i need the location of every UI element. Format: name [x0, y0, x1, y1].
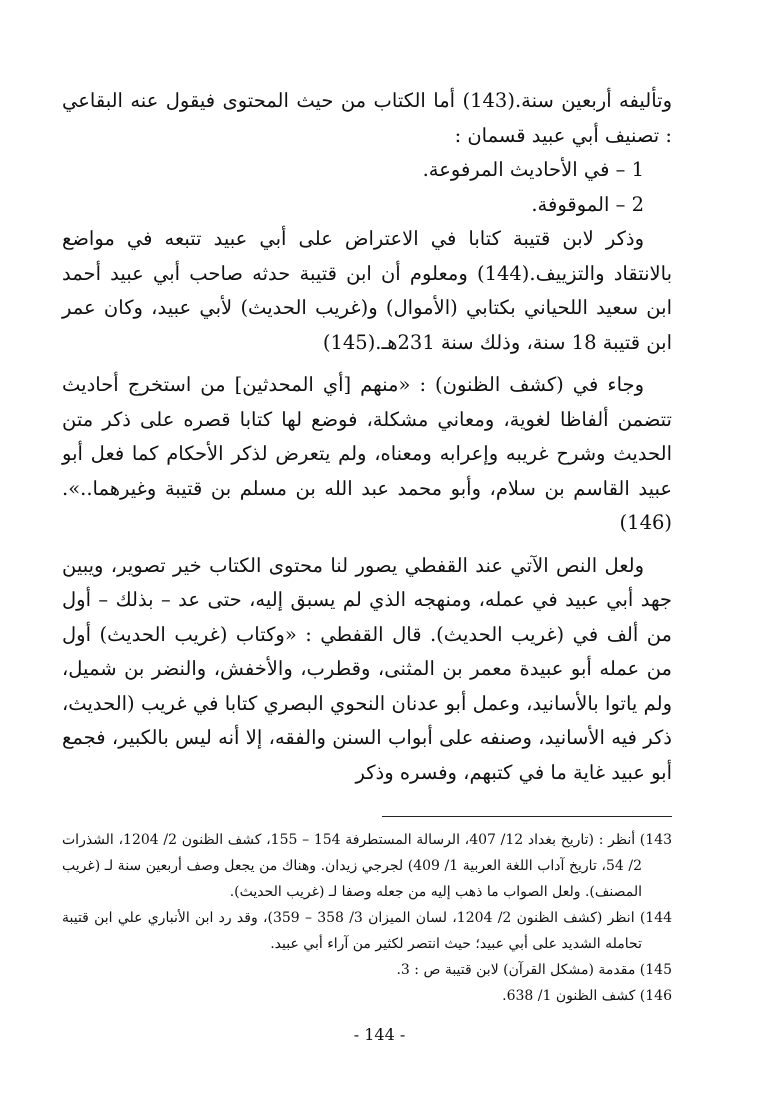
paragraph-2: وذكر لابن قتيبة كتابا في الاعتراض على أبي عبيد تتبعه في مواضع بالانتقاد والتزييف.(144) ومعلوم أن ابن قتيبة حدثه صاحب أبي عبيد أحمد ابن سعيد اللحياني بكتابي (الأموال) و(غريب الحديث) لأبي عبيد، وكان عمر ابن قتيبة 18 سنة، وذلك سنة 231هـ.(145) — [62, 227, 672, 354]
paragraph-3: وجاء في (كشف الظنون) : «منهم [أي المحدثين] من استخرج أحاديث تتضمن ألفاظا لغوية، ومعاني مشكلة، فوضع لها كتابا قصره على ذكر متن الحديث وشرح غريبه وإعرابه ومعناه، ولم يتعرض لذكر الأحكام كما فعل أبو عبيد القاسم بن سلام، وأبو محمد عبد الله بن مسلم بن قتيبة وغيرهما..».(146) — [62, 373, 672, 534]
footnote-143: 143) أنظر : (تاريخ بغداد 12/ 407، الرسالة المستطرفة 154 – 155، كشف الظنون 2/ 1204، الشذرات 2/ 54، تاريخ آداب اللغة العربية 1/ 409) لجرجي زيدان. وهناك من يجعل وصف أربعين سنة لـ (غريب المصنف). ولعل الصواب ما ذهب إليه من جعله وصفا لـ (غريب الحديث). — [62, 832, 673, 900]
footnotes — [62, 827, 672, 1009]
footnote-divider — [382, 816, 672, 817]
list-item-1: 1 – في الأحاديث المرفوعة. — [422, 158, 644, 181]
paragraph-4: ولعل النص الآتي عند القفطي يصور لنا محتوى الكتاب خير تصوير، ويبين جهد أبي عبيد في عمله، ومنهجه الذي لم يسبق إليه، حتى عد – بذلك – أول من ألف في (غريب الحديث). قال القفطي : «وكتاب (غريب الحديث) أول من عمله أبو عبيدة معمر بن المثنى، وقطرب، والأخفش، والنضر بن شميل، ولم ياتوا بالأسانيد، وعمل أبو عدنان النحوي البصري كتابا في غريب (الحديث، ذكر فيه الأسانيد، وصنفه على أبواب السنن والفقه، إلا أنه ليس بالكبير، فجمع أبو عبيد غاية ما في كتبهم، وفسره وذكر — [62, 553, 672, 784]
list-item-2: 2 – الموقوفة. — [531, 192, 644, 216]
footnote-144: 144) انظر (كشف الظنون 2/ 1204، لسان الميزان 3/ 358 – 359)، وقد رد ابن الأنباري علي ابن قتيبة تحامله الشديد على أبي عبيد؛ حيث انتصر لكثير من آراء أبي عبيد. — [62, 910, 673, 952]
paragraph-1: وتأليفه أربعين سنة.(143) أما الكتاب من حيث المحتوى فيقول عنه البقاعي : تصنيف أبي عبيد قسمان : — [62, 89, 672, 147]
footnote-146: 146) كشف الظنون 1/ 638. — [502, 988, 672, 1004]
page-number: - 144 - — [353, 1025, 406, 1044]
footnote-145: 145) مقدمة (مشكل القرآن) لابن قتيبة ص : 3. — [396, 962, 672, 978]
main-text — [62, 84, 672, 790]
page-content — [62, 84, 672, 1009]
